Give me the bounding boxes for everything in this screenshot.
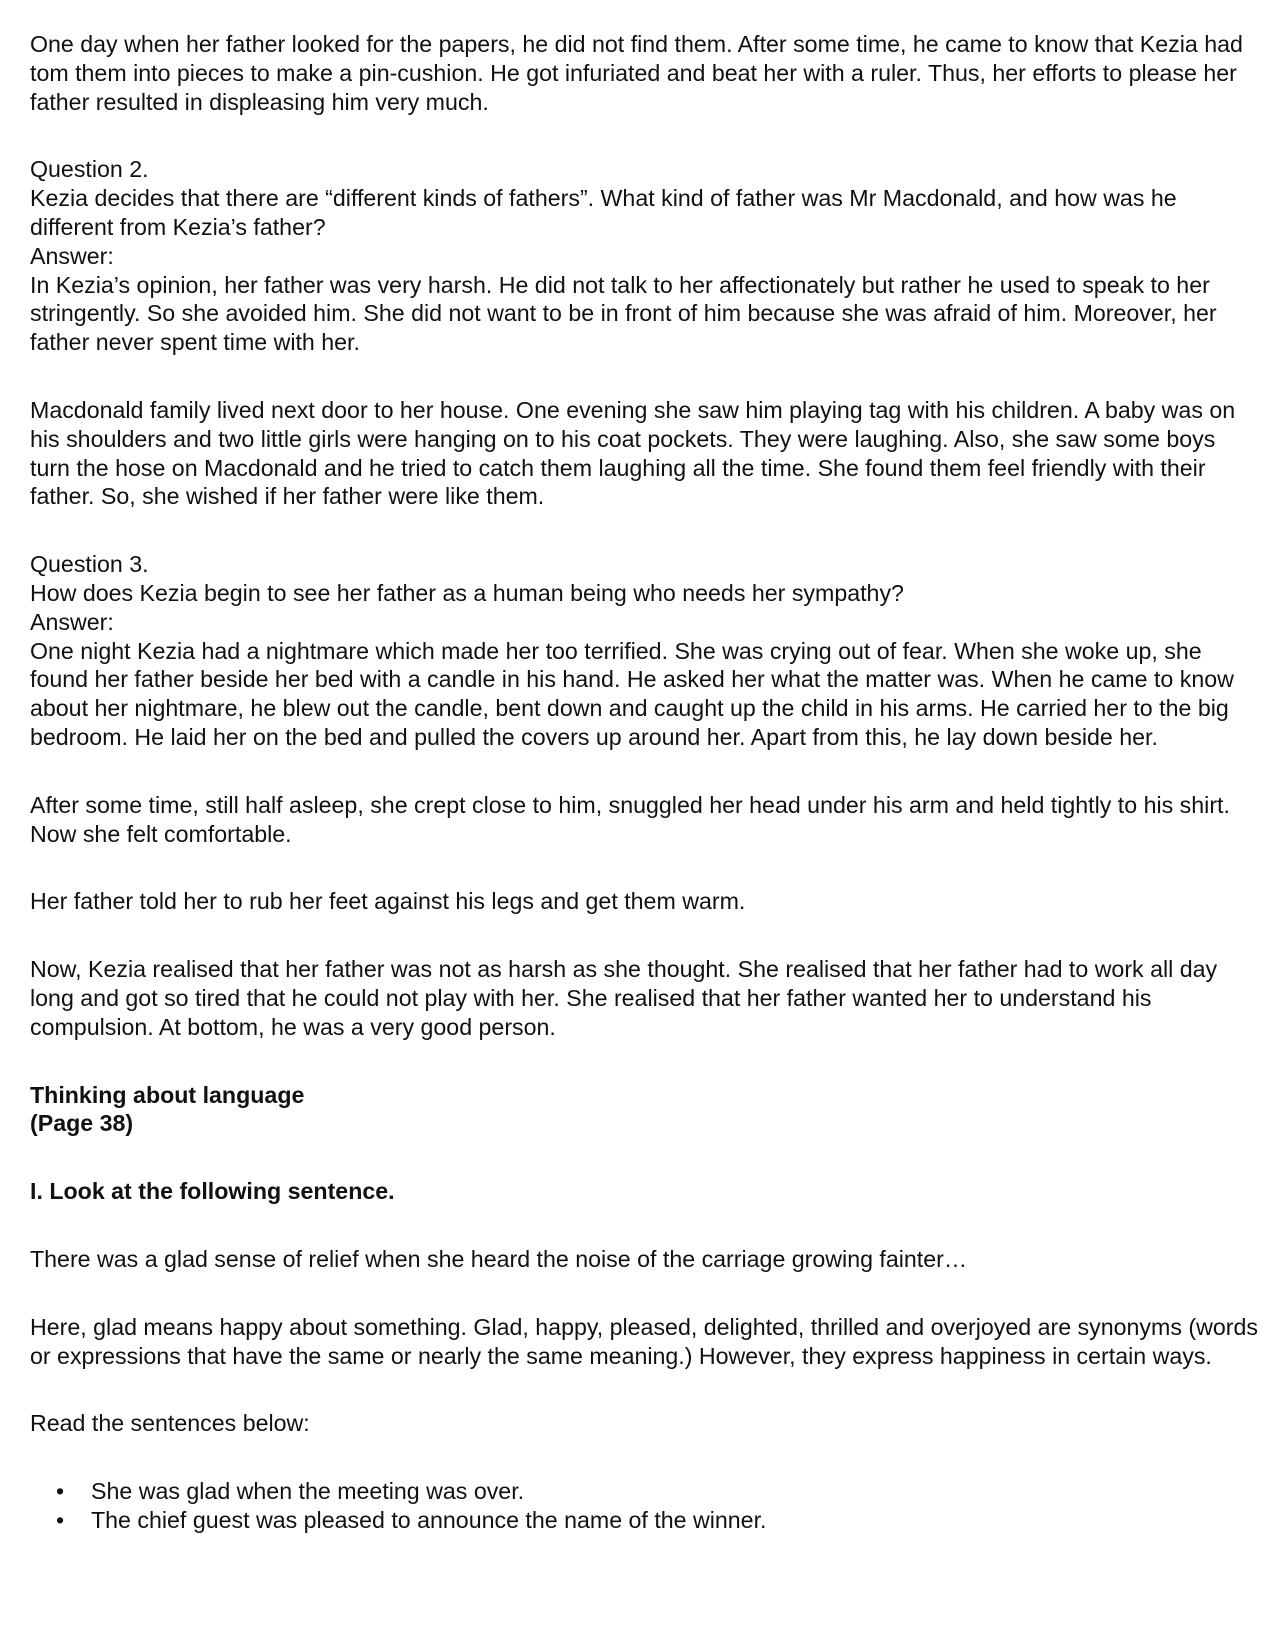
answer-3-paragraph-4: Now, Kezia realised that her father was not as harsh as she thought. She realised that her father had to work all day long and got so tired that he could not play with her. She realised that her father wanted her to understand his compulsion. At bottom, he was a very good person. xyxy=(30,956,1218,1040)
section-title: Thinking about language xyxy=(30,1081,305,1108)
spacer xyxy=(30,752,1260,791)
example-sentence: There was a glad sense of relief when she heard the noise of the carriage growing fainter… xyxy=(30,1245,968,1272)
spacer xyxy=(30,1274,1260,1313)
answer-2-paragraph-1: In Kezia’s opinion, her father was very harsh. He did not talk to her affectionately but rather he used to speak to her stringently. So she avoided him. She did not want to be in front of him because she was afraid of him. Moreover, her father never spent time with her. xyxy=(30,271,1217,356)
answer-3-paragraph-2: After some time, still half asleep, she crept close to him, snuggled her head under his arm and held tightly to his shirt. Now she felt comfortable. xyxy=(30,791,1230,847)
spacer xyxy=(30,1206,1260,1245)
bullet-icon: • xyxy=(56,1506,65,1533)
spacer xyxy=(30,1370,1260,1409)
answer-3-paragraph-1: One night Kezia had a nightmare which made her too terrified. She was crying out of fear. When she woke up, she found her father beside her bed with a candle in his hand. He asked her what the matter was. When he came to know about her nightmare, he blew out the candle, bent down and caught up the child in his arms. He carried her to the big bedroom. He laid her on the bed and pulled the covers up around her. Apart from this, he lay down beside her. xyxy=(30,637,1234,750)
spacer xyxy=(30,916,1260,955)
answer-2-paragraph-2: Macdonald family lived next door to her house. One evening she saw him playing tag with his children. A baby was on his shoulders and two little girls were hanging on to his coat pockets. They were laughing. Also, she saw some boys turn the hose on Macdonald and he tried to catch them laughing all the time. She found them feel friendly with their father. So, she wished if her father were like them. xyxy=(30,396,1236,510)
answer-label: Answer: xyxy=(30,242,114,269)
spacer xyxy=(30,848,1260,887)
answer-3-paragraph-3: Her father told her to rub her feet against his legs and get them warm. xyxy=(30,888,746,915)
answer-label: Answer: xyxy=(30,608,114,635)
list-item-text: The chief guest was pleased to announce the name of the winner. xyxy=(91,1506,767,1533)
question-3-label: Question 3. xyxy=(30,551,149,578)
spacer xyxy=(30,357,1260,396)
question-3-text: How does Kezia begin to see her father as a human being who needs her sympathy? xyxy=(30,579,904,606)
spacer xyxy=(30,1438,1260,1477)
list-item xyxy=(30,1477,1260,1506)
read-below-instruction: Read the sentences below: xyxy=(30,1410,310,1437)
list-item xyxy=(30,1506,1260,1535)
paragraph-papers-torn: One day when her father looked for the papers, he did not find them. After some time, he came to know that Kezia had tom them into pieces to make a pin-cushion. He got infuriated and beat her with a ruler. Thus, her efforts to please her father resulted in displeasing him very much. xyxy=(30,31,1243,115)
question-2-label: Question 2. xyxy=(30,156,149,183)
explanation-paragraph: Here, glad means happy about something. Glad, happy, pleased, delighted, thrilled and overjoyed are synonyms (words or expressions that have the same or nearly the same meaning.) However, they express happiness in certain ways. xyxy=(30,1313,1258,1369)
spacer xyxy=(30,1042,1260,1081)
exercise-heading: I. Look at the following sentence. xyxy=(30,1178,395,1205)
spacer xyxy=(30,511,1260,550)
spacer xyxy=(30,116,1260,155)
list-item-text: She was glad when the meeting was over. xyxy=(91,1478,525,1505)
spacer xyxy=(30,1138,1260,1177)
section-page-reference: (Page 38) xyxy=(30,1110,134,1137)
example-sentences-list xyxy=(30,1477,1260,1535)
document-page xyxy=(30,30,1260,1535)
bullet-icon: • xyxy=(56,1478,65,1505)
question-2-text: Kezia decides that there are “different kinds of fathers”. What kind of father was Mr Macdonald, and how was he different from Kezia’s father? xyxy=(30,185,1177,240)
